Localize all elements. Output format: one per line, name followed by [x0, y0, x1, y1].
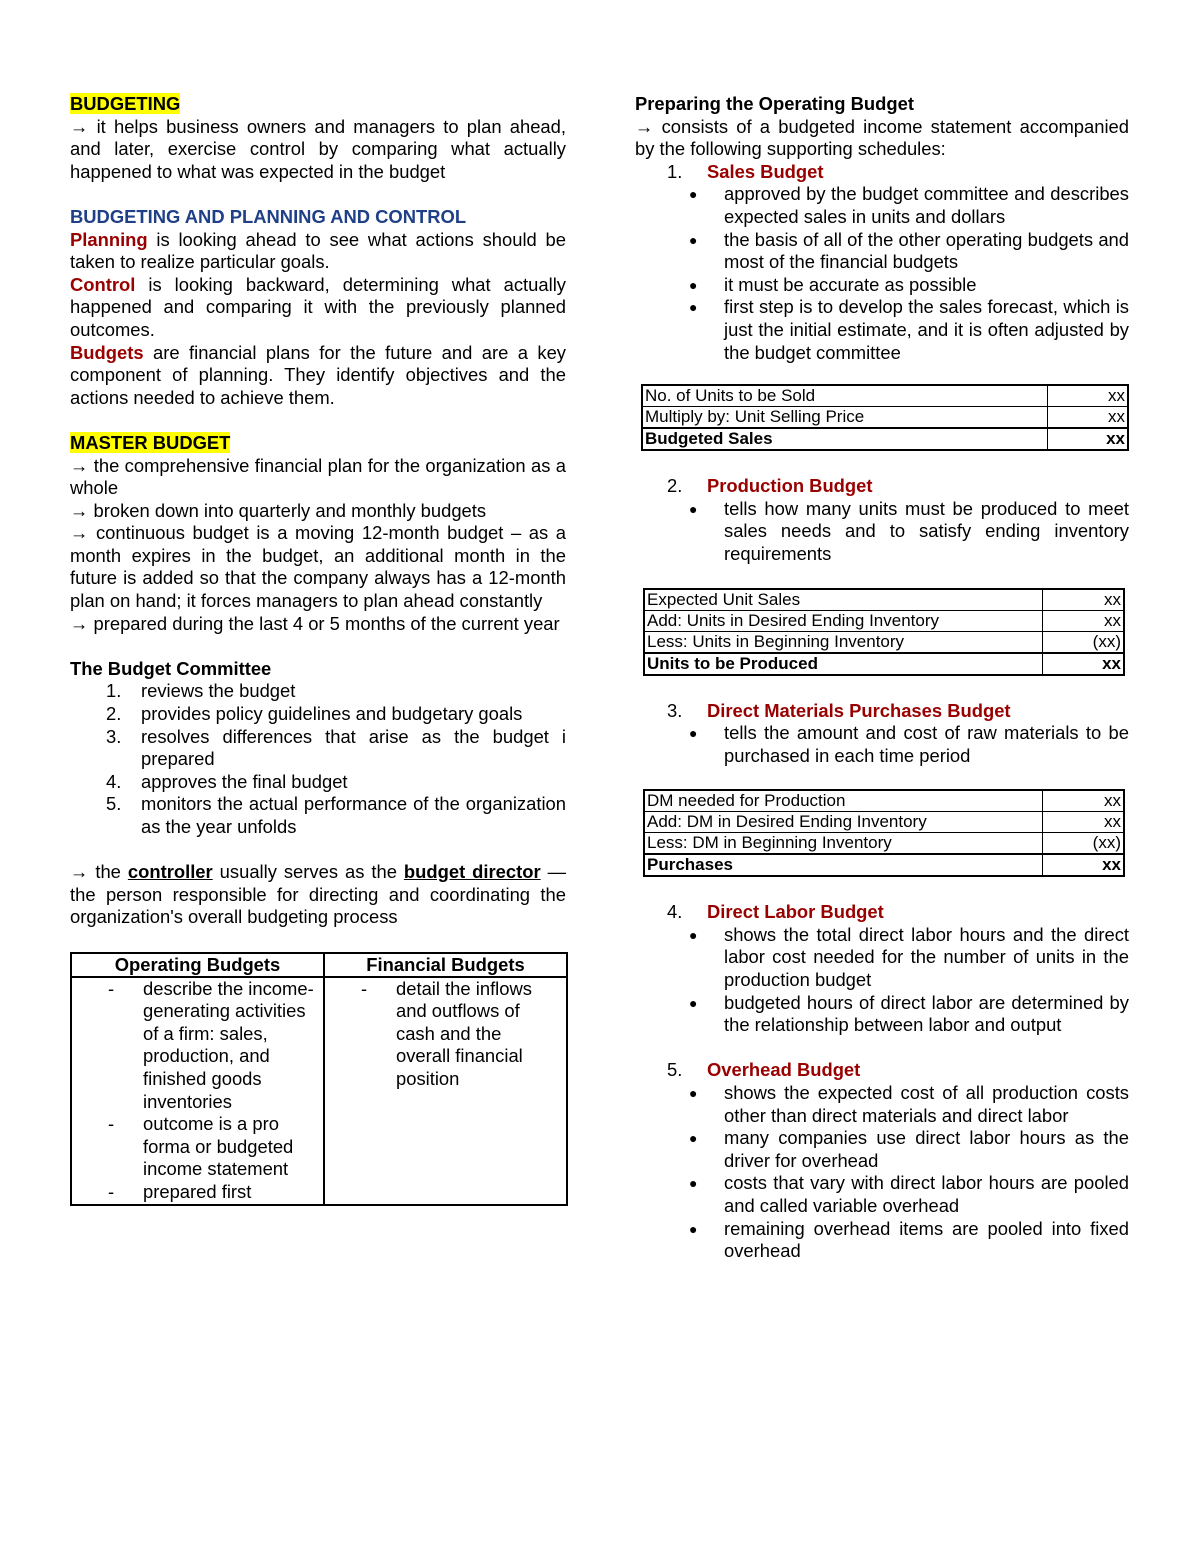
list-item: 5. monitors the actual performance of the organization as the year unfolds [106, 793, 566, 837]
master-budget-point: → the comprehensive financial plan for the organization as a whole [70, 454, 566, 499]
list-item: ● the basis of all of the other operating budgets and most of the financial budgets [689, 228, 1129, 273]
budgets-definition: Budgets are financial plans for the future and are a key component of planning. They identify objectives and the actions needed to achieve them. [70, 341, 566, 408]
table-row: No. of Units to be Sold xx [642, 385, 1128, 407]
table-row: Add: DM in Desired Ending Inventory xx [644, 812, 1124, 833]
list-item: ● many companies use direct labor hours as the driver for overhead [689, 1127, 1129, 1171]
right-column [635, 93, 1129, 1263]
schedule-production [635, 475, 1129, 498]
list-item: ● costs that vary with direct labor hours are pooled and called variable overhead [689, 1172, 1129, 1216]
operating-budget-intro: → consists of a budgeted income statement accompanied by the following supporting schedules: [635, 115, 1129, 160]
table-row: Add: Units in Desired Ending Inventory xx [644, 610, 1124, 631]
operating-budgets-header: Operating Budgets [71, 953, 324, 977]
committee-heading: The Budget Committee [70, 657, 272, 679]
production-bullets [635, 498, 1129, 566]
master-budget-heading: MASTER BUDGET [70, 431, 231, 453]
control-definition: Control is looking backward, determining what actually happened and comparing it with the previously planned outcomes. [70, 273, 566, 340]
list-item: - outcome is a pro forma or budgeted income statement [108, 1113, 294, 1180]
list-item: 5. Overhead Budget [667, 1059, 861, 1081]
schedule-sales [635, 161, 1129, 184]
master-budget-point: → prepared during the last 4 or 5 months of the current year [70, 612, 560, 634]
list-item: ● approved by the budget committee and describes expected sales in units and dollars [689, 183, 1129, 227]
budgeting-heading: BUDGETING [70, 93, 181, 114]
list-item: ● first step is to develop the sales forecast, which is just the initial estimate, and it is often adjusted by the budget committee [689, 296, 1129, 363]
master-budget-point: → continuous budget is a moving 12-month budget – as a month expires in the budget, an additional month in the future is added so that the company always has a 12-month plan on hand; it forces managers to plan ahead constantly [70, 522, 566, 612]
list-item: 1. reviews the budget [106, 680, 296, 702]
production-budget-table [643, 588, 1125, 676]
list-item: - detail the inflows and outflows of cash and the overall financial position [361, 977, 532, 1089]
list-item: 1. Sales Budget [667, 160, 824, 182]
schedule-overhead [635, 1059, 1129, 1082]
table-row: Less: Units in Beginning Inventory (xx) [644, 631, 1124, 653]
direct-materials-budget-table [643, 789, 1125, 877]
list-item: 4. approves the final budget [106, 770, 348, 792]
list-item: 2. Production Budget [667, 475, 873, 497]
sales-bullets [635, 183, 1129, 364]
list-item: ● it must be accurate as possible [689, 273, 977, 295]
master-budget-point: → broken down into quarterly and monthly budgets [70, 499, 487, 521]
budget-types-table [70, 952, 568, 1206]
direct-materials-bullets [635, 722, 1129, 767]
direct-labor-bullets [635, 924, 1129, 1037]
financial-budgets-cell [324, 977, 567, 1205]
budgeting-text: → it helps business owners and managers to plan ahead, and later, exercise control by comparing what actually happened to what was expected in the budget [70, 115, 566, 182]
operating-budgets-cell [71, 977, 324, 1205]
table-row: DM needed for Production xx [644, 790, 1124, 812]
sales-budget-table [641, 384, 1129, 451]
schedule-direct-materials [635, 700, 1129, 723]
list-item: ● shows the total direct labor hours and the direct labor cost needed for the number of units in the production budget [689, 923, 1129, 991]
table-row: Units to be Produced xx [644, 653, 1124, 675]
schedule-direct-labor [635, 901, 1129, 924]
list-item: - describe the income-generating activities of a firm: sales, production, and finished goods inventories [108, 977, 314, 1112]
planning-control-heading: BUDGETING AND PLANNING AND CONTROL [70, 205, 467, 227]
list-item: ● tells the amount and cost of raw materials to be purchased in each time period [689, 722, 1129, 766]
table-row: Budgeted Sales xx [642, 428, 1128, 450]
list-item: ● shows the expected cost of all production costs other than direct materials and direct labor [689, 1082, 1129, 1126]
financial-budgets-header: Financial Budgets [324, 953, 567, 977]
budget-director-note: → the controller usually serves as the budget director — the person responsible for directing and coordinating the organization's overall budgeting process [70, 861, 566, 928]
list-item: 3. Direct Materials Purchases Budget [667, 699, 1011, 721]
committee-list [70, 680, 566, 838]
table-row: Expected Unit Sales xx [644, 589, 1124, 611]
table-row: Purchases xx [644, 854, 1124, 876]
list-item: - prepared first [108, 1180, 252, 1202]
list-item: 2. provides policy guidelines and budgetary goals [106, 703, 523, 725]
overhead-bullets [635, 1082, 1129, 1263]
list-item: ● budgeted hours of direct labor are determined by the relationship between labor and output [689, 991, 1129, 1036]
list-item: ● remaining overhead items are pooled into fixed overhead [689, 1217, 1129, 1262]
list-item: ● tells how many units must be produced to meet sales needs and to satisfy ending inventory requirements [689, 497, 1129, 564]
table-row: Less: DM in Beginning Inventory (xx) [644, 833, 1124, 855]
planning-definition: Planning is looking ahead to see what actions should be taken to realize particular goals. [70, 228, 566, 273]
operating-budget-heading: Preparing the Operating Budget [635, 93, 914, 114]
table-row: Multiply by: Unit Selling Price xx [642, 407, 1128, 429]
list-item: 3. resolves differences that arise as the budget i prepared [106, 725, 566, 770]
left-column [70, 93, 566, 1206]
list-item: 4. Direct Labor Budget [667, 901, 884, 923]
